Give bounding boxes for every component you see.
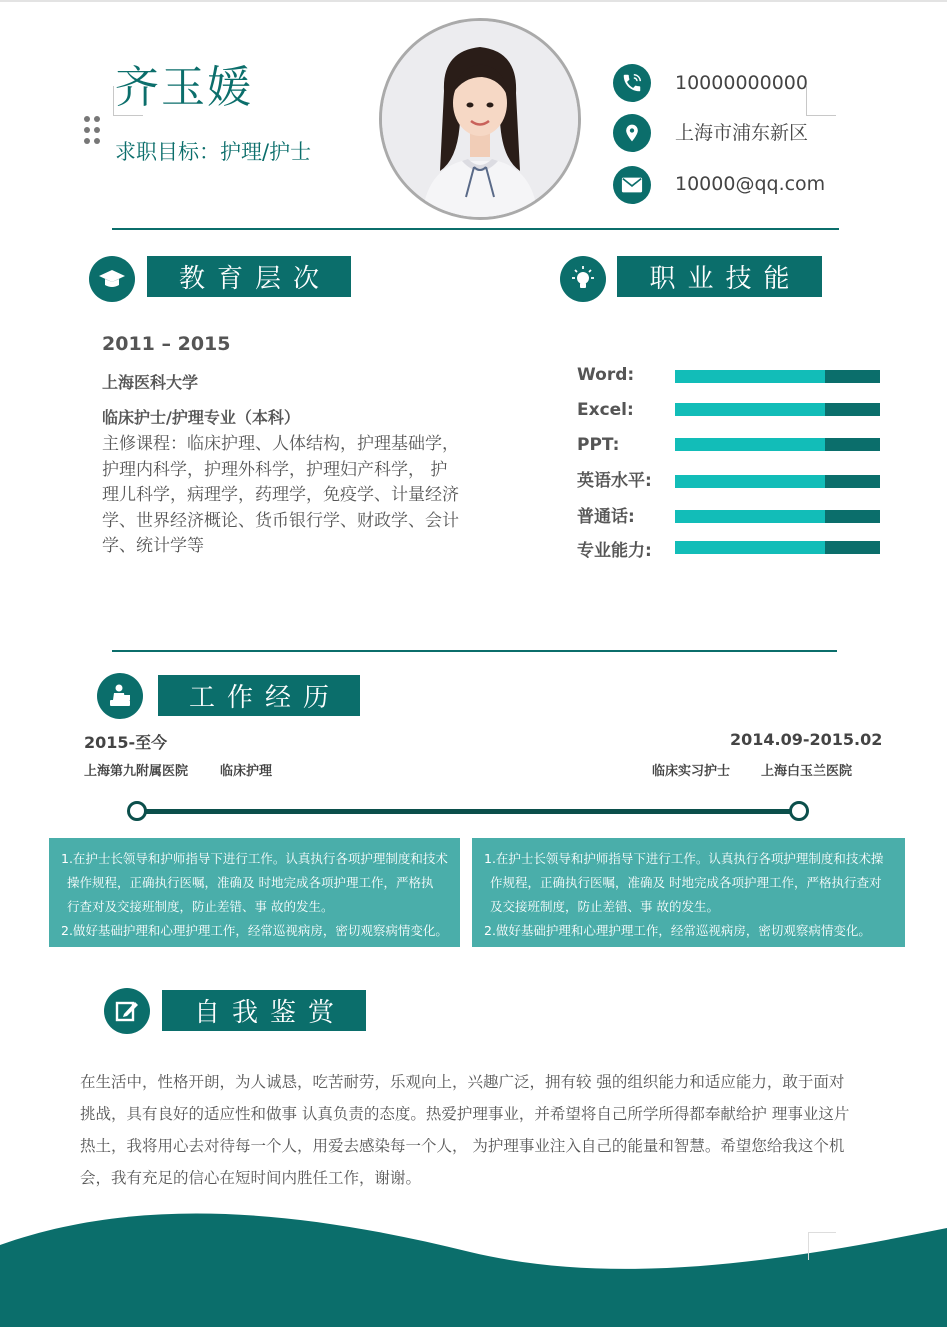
page-top-border: [0, 0, 947, 2]
phone-number: 10000000000: [675, 72, 808, 94]
duty-line: 2.做好基础护理和心理护理工作，经常巡视病房，密切观察病情变化。: [61, 923, 448, 938]
education-courses: [102, 432, 480, 560]
portrait-illustration-icon: [382, 21, 578, 217]
graduation-cap-icon: [89, 256, 135, 302]
skill-bar-fill: [675, 475, 825, 488]
section-title-skills: 职业技能: [617, 256, 822, 297]
section-title-education: 教育层次: [147, 256, 351, 297]
skill-label: 英语水平:: [577, 471, 652, 491]
skill-bar: [675, 541, 880, 554]
job-role: 临床护理: [220, 764, 273, 779]
duty-line: 操作规程，正确执行医嘱，准确及 时地完成各项护理工作，严格执: [67, 875, 434, 890]
skill-bar: [675, 403, 880, 416]
job-duties-box: [472, 838, 905, 947]
text-corner-mark: [113, 86, 143, 116]
skill-bar: [675, 370, 880, 383]
worker-icon: [97, 673, 143, 719]
candidate-name: 齐玉媛: [115, 62, 253, 113]
duty-line: 行查对及交接班制度，防止差错、事 故的发生。: [67, 899, 334, 914]
course-line: 学、世界经济概论、货币银行学、财政学、会计: [102, 510, 459, 531]
duty-line: 1.在护士长领导和护师指导下进行工作。认真执行各项护理制度和技术: [61, 851, 448, 866]
course-line: 理儿科学，病理学，药理学，免疫学、计量经济: [102, 485, 459, 505]
skill-bar-fill: [675, 370, 825, 383]
email-address: 10000@qq.com: [675, 173, 826, 195]
skill-label: 专业能力:: [577, 541, 652, 561]
self-line: 热土，我将用心去对待每一个人，用爱去感染每一个人， 为护理事业注入自己的能量和智慧。希望您给我这个机: [80, 1137, 845, 1155]
timeline-line: [137, 809, 799, 814]
section-title-self: 自我鉴赏: [162, 990, 366, 1031]
skill-bar-fill: [675, 541, 825, 554]
course-line: 护理内科学，护理外科学，护理妇产科学， 护: [102, 459, 448, 480]
education-years: 2011 – 2015: [102, 333, 231, 355]
drag-handle-icon[interactable]: [84, 116, 102, 144]
section-title-work: 工作经历: [158, 675, 360, 716]
job-date: 2014.09-2015.02: [730, 730, 883, 749]
job-organization: 上海第九附属医院: [84, 764, 189, 779]
self-line: 会，我有充足的信心在短时间内胜任工作，谢谢。: [80, 1169, 422, 1187]
footer-wave: [0, 1210, 947, 1327]
mail-icon: [613, 166, 651, 204]
self-evaluation-text: [80, 1066, 880, 1194]
skill-bar: [675, 438, 880, 451]
profile-photo: [379, 18, 581, 220]
job-date: 2015-至今: [84, 733, 168, 752]
section-divider: [112, 650, 837, 652]
lightbulb-icon: [560, 256, 606, 302]
job-organization: 上海白玉兰医院: [761, 764, 853, 779]
edit-icon: [104, 988, 150, 1034]
address: 上海市浦东新区: [675, 122, 809, 144]
self-line: 在生活中，性格开朗，为人诚恳，吃苦耐劳，乐观向上，兴趣广泛，拥有较 强的组织能力和适应能力，敢于面对: [80, 1073, 845, 1091]
skill-label: PPT:: [577, 435, 620, 455]
skill-bar: [675, 475, 880, 488]
job-duties-box: [49, 838, 460, 947]
self-line: 挑战，具有良好的适应性和做事 认真负责的态度。热爱护理事业，并希望将自己所学所得都奉献给护 理事业这片: [80, 1105, 850, 1123]
skill-bar-fill: [675, 438, 825, 451]
job-objective: 求职目标：护理/护士: [115, 140, 312, 164]
duty-line: 及交接班制度，防止差错、事 故的发生。: [490, 899, 719, 914]
education-school: 上海医科大学: [102, 373, 199, 392]
skill-label: 普通话:: [577, 507, 635, 527]
text-corner-mark: [806, 86, 836, 116]
education-major: 临床护士/护理专业（本科）: [102, 408, 300, 427]
location-pin-icon: [613, 114, 651, 152]
duty-line: 2.做好基础护理和心理护理工作，经常巡视病房，密切观察病情变化。: [484, 923, 871, 938]
timeline-node: [789, 801, 809, 821]
header-divider: [112, 228, 839, 230]
skill-bar-fill: [675, 510, 825, 523]
course-line: 主修课程：临床护理、人体结构，护理基础学，: [102, 434, 459, 454]
timeline-node: [127, 801, 147, 821]
skill-label: Word:: [577, 365, 635, 385]
skill-bar-fill: [675, 403, 825, 416]
duty-line: 作规程，正确执行医嘱，准确及 时地完成各项护理工作，严格执行查对: [490, 875, 882, 890]
phone-icon: [613, 64, 651, 102]
skill-label: Excel:: [577, 400, 634, 420]
course-line: 学、统计学等: [102, 536, 204, 556]
text-corner-mark: [808, 1232, 836, 1260]
duty-line: 1.在护士长领导和护师指导下进行工作。认真执行各项护理制度和技术操: [484, 851, 884, 866]
skill-bar: [675, 510, 880, 523]
job-role: 临床实习护士: [652, 764, 731, 779]
